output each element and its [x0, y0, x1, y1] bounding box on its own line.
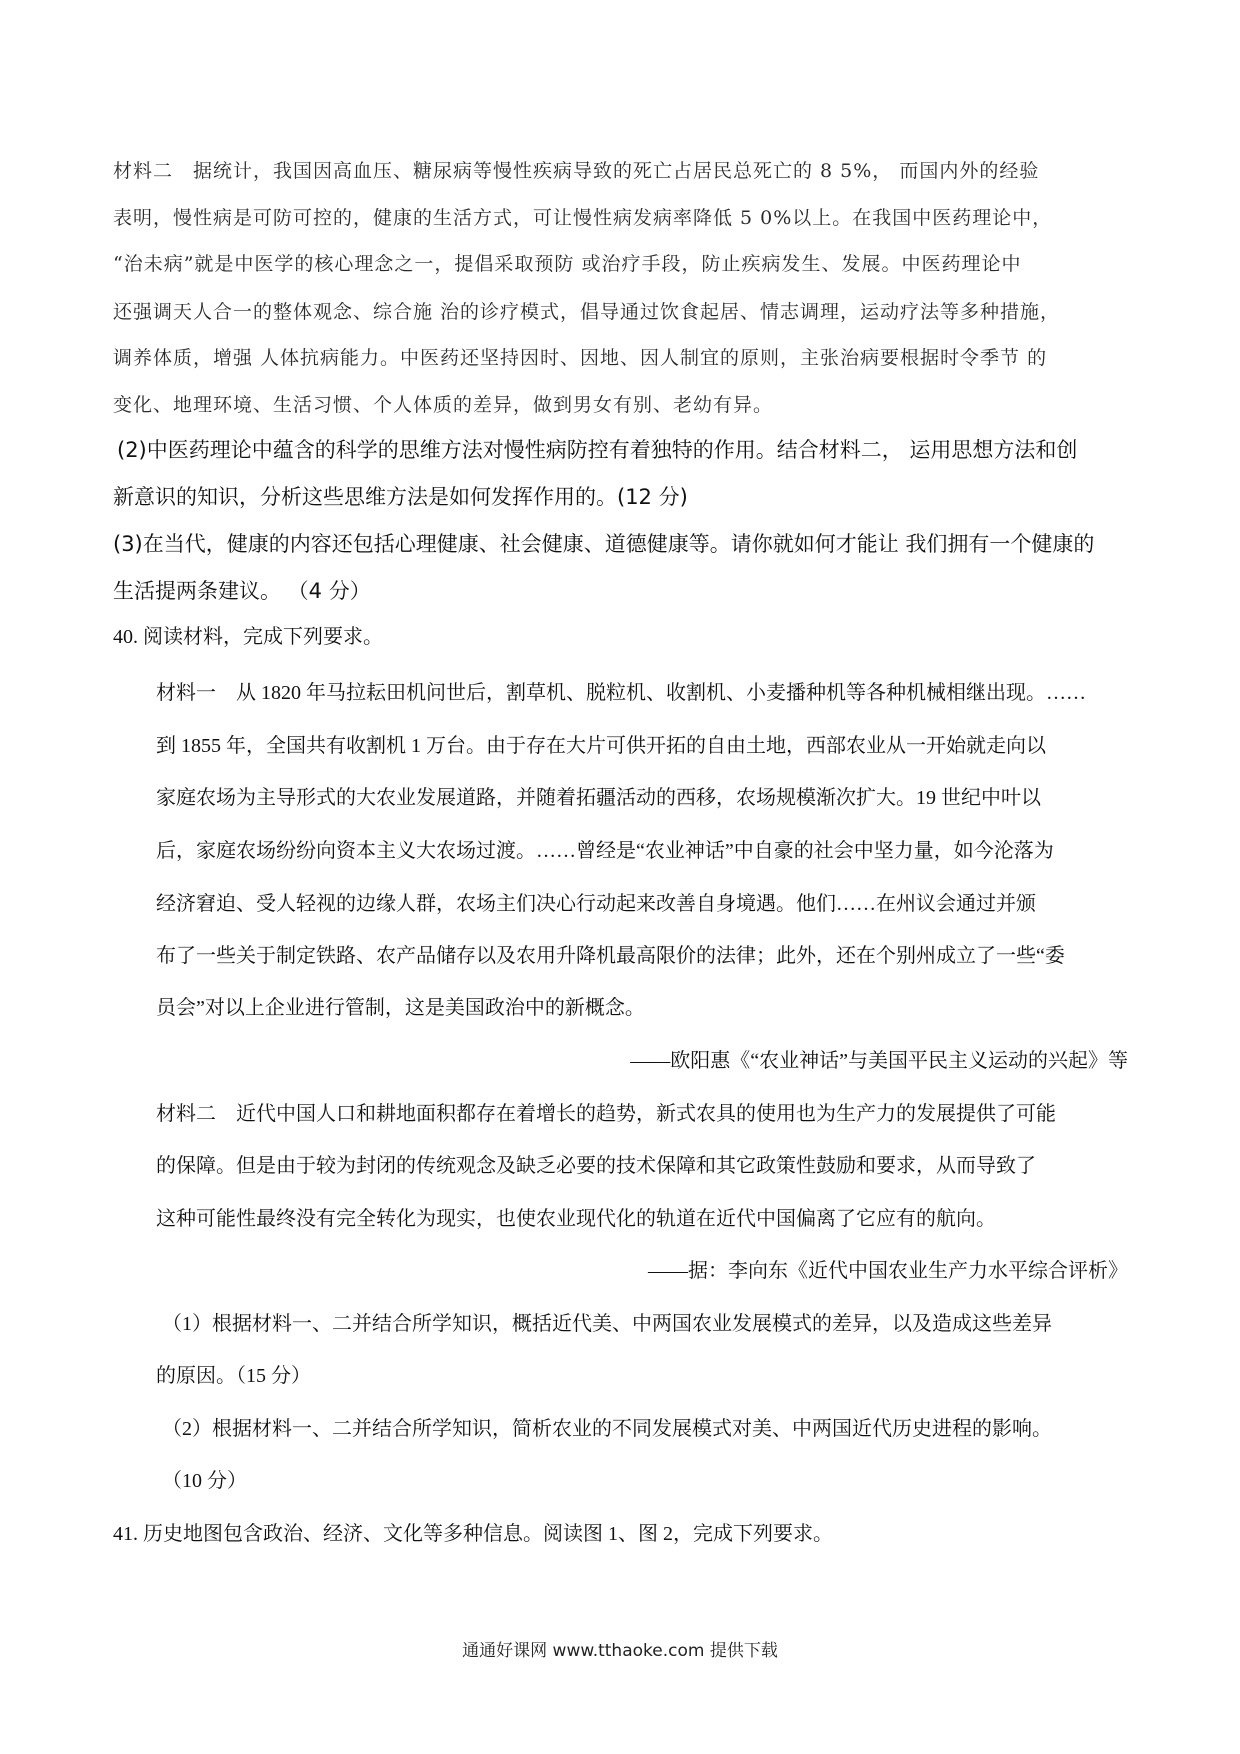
material-one-line: 后，家庭农场纷纷向资本主义大农场过渡。……曾经是“农业神话”中自豪的社会中坚力量，如今沦落为: [156, 840, 1054, 862]
q40-stem: 40. 阅读材料，完成下列要求。: [113, 626, 383, 648]
q39-sub2-line: (2)中医药理论中蕴含的科学的思维方法对慢性病防控有着独特的作用。结合材料二， 运用思想方法和创: [117, 438, 1078, 462]
scan-line: 调养体质，增强 人体抗病能力。中医药还坚持因时、因地、因人制宜的原则，主张治病要根据时令季节 的: [113, 347, 1048, 369]
q39-sub2-line: 新意识的知识，分析这些思维方法是如何发挥作用的。(12 分): [113, 485, 688, 509]
material-one-line: 家庭农场为主导形式的大农业发展道路，并随着拓疆活动的西移，农场规模渐次扩大。19 世纪中叶以: [156, 787, 1041, 809]
q39-sub3-line: 生活提两条建议。 （4 分）: [113, 579, 371, 603]
scan-line: “治未病”就是中医学的核心理念之一，提倡采取预防 或治疗手段，防止疾病发生、发展。中医药理论中: [113, 253, 1022, 275]
material-one-source: ——欧阳惠《“农业神话”与美国平民主义运动的兴起》等: [630, 1050, 1128, 1072]
material-one-line: 布了一些关于制定铁路、农产品储存以及农用升降机最高限价的法律；此外，还在个别州成立了一些“委: [156, 945, 1065, 967]
page-footer: 通通好课网 www.tthaoke.com 提供下载: [462, 1641, 778, 1661]
scan-line: 表明，慢性病是可防可控的，健康的生活方式，可让慢性病发病率降低 5 0%以上。在我国中医药理论中，: [113, 207, 1053, 229]
scan-line: 还强调天人合一的整体观念、综合施 治的诊疗模式，倡导通过饮食起居、情志调理，运动疗法等多种措施，: [113, 301, 1061, 323]
material-one-line: 到 1855 年，全国共有收割机 1 万台。由于存在大片可供开拓的自由土地，西部农业从一开始就走向以: [156, 735, 1046, 757]
material-one-line: 经济窘迫、受人轻视的边缘人群，农场主们决心行动起来改善自身境遇。他们……在州议会通过并颁: [156, 893, 1036, 915]
q40-sub1-line: 的原因。（15 分）: [156, 1365, 311, 1387]
material-two-line: 材料二 近代中国人口和耕地面积都存在着增长的趋势，新式农具的使用也为生产力的发展提供了可能: [156, 1103, 1056, 1125]
material-one-line: 员会”对以上企业进行管制，这是美国政治中的新概念。: [156, 997, 645, 1019]
material-two-line: 这种可能性最终没有完全转化为现实，也使农业现代化的轨道在近代中国偏离了它应有的航向。: [156, 1208, 996, 1230]
scan-line: 材料二 据统计，我国因高血压、糖尿病等慢性疾病导致的死亡占居民总死亡的 8 5%， 而国内外的经验: [113, 160, 1040, 182]
material-one-line: 材料一 从 1820 年马拉耘田机问世后，割草机、脱粒机、收割机、小麦播种机等各种机械相继出现。……: [156, 682, 1086, 704]
q41-stem: 41. 历史地图包含政治、经济、文化等多种信息。阅读图 1、图 2，完成下列要求。: [113, 1523, 833, 1545]
q40-sub2-line: （2）根据材料一、二并结合所学知识，简析农业的不同发展模式对美、中两国近代历史进程的影响。: [162, 1418, 1052, 1440]
scan-line: 变化、地理环境、生活习惯、个人体质的差异，做到男女有别、老幼有异。: [113, 394, 774, 416]
q40-sub1-line: （1）根据材料一、二并结合所学知识，概括近代美、中两国农业发展模式的差异，以及造成这些差异: [162, 1313, 1052, 1335]
q39-sub3-line: (3)在当代，健康的内容还包括心理健康、社会健康、道德健康等。请你就如何才能让 我们拥有一个健康的: [113, 532, 1095, 556]
material-two-line: 的保障。但是由于较为封闭的传统观念及缺乏必要的技术保障和其它政策性鼓励和要求，从而导致了: [156, 1155, 1036, 1177]
material-two-source: ——据：李向东《近代中国农业生产力水平综合评析》: [648, 1260, 1128, 1282]
q40-sub2-line: （10 分）: [162, 1470, 247, 1492]
